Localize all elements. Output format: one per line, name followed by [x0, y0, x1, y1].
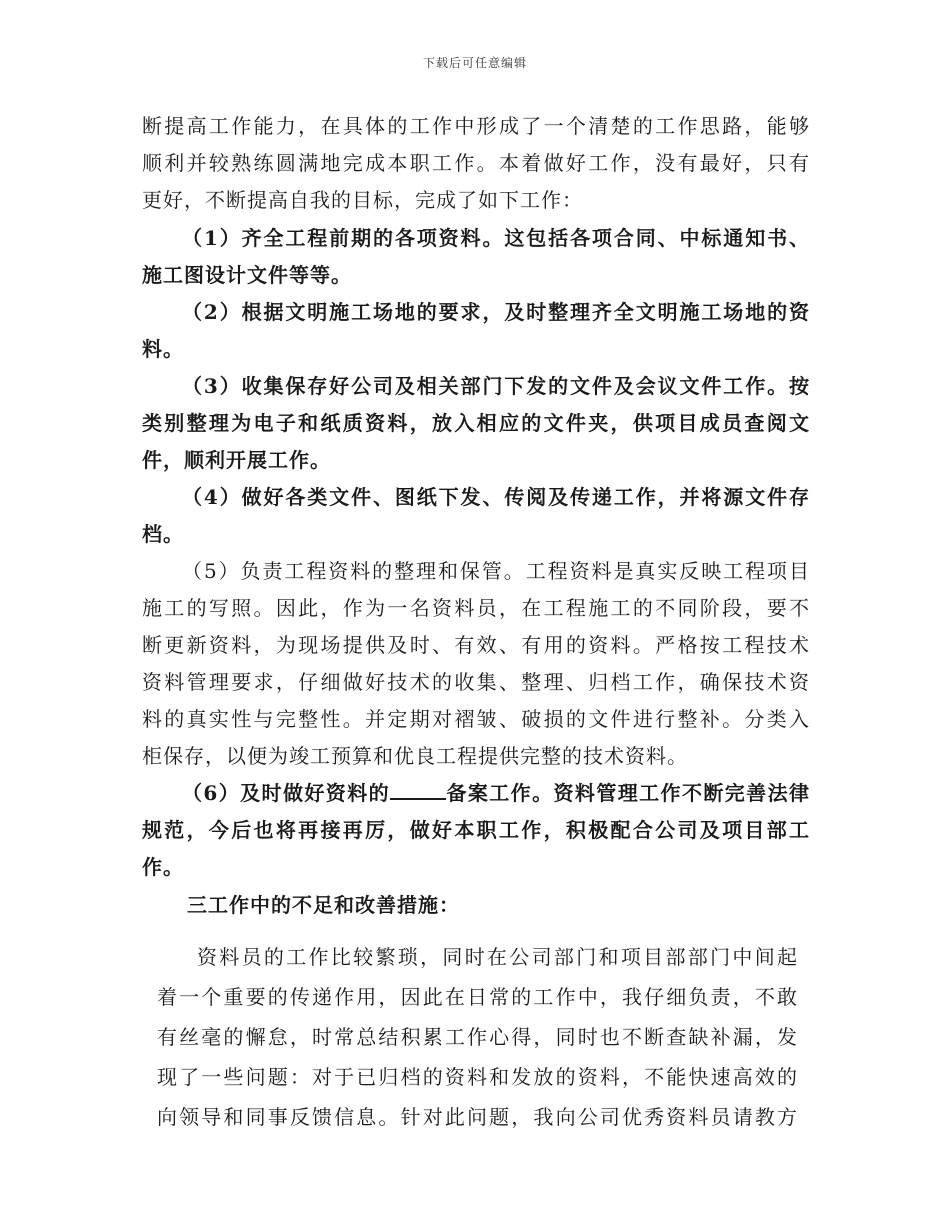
- text-line: 柜保存，以便为竣工预算和优良工程提供完整的技术资料。: [142, 744, 688, 768]
- text-line: 顺利并较熟练圆满地完成本职工作。本着做好工作，没有最好，只有: [142, 151, 810, 175]
- text-line: 件，顺利开展工作。: [142, 448, 331, 472]
- text-line: 作。: [142, 855, 184, 879]
- text-line: 规范，今后也将再接再厉，做好本职工作，积极配合公司及项目部工: [142, 818, 810, 842]
- text-line: 资料员的工作比较繁琐，同时在公司部门和项目部部门中间起: [197, 945, 799, 969]
- text-line: 断提高工作能力，在具体的工作中形成了一个清楚的工作思路，能够: [142, 114, 810, 138]
- blank-underline: [390, 776, 446, 800]
- text-line: 着一个重要的传递作用，因此在日常的工作中，我仔细负责，不敢: [157, 985, 799, 1009]
- text-line: （5）负责工程资料的整理和保管。工程资料是真实反映工程项目: [182, 559, 810, 583]
- page-header: 下载后可任意编辑: [422, 56, 527, 70]
- text-segment: （6）及时做好资料的: [182, 781, 391, 805]
- text-line: 向领导和同事反馈信息。针对此问题，我向公司优秀资料员请教方: [157, 1105, 799, 1129]
- list-item-4: [142, 479, 810, 553]
- text-line: 资料管理要求，仔细做好技术的收集、整理、归档工作，确保技术资: [142, 670, 810, 694]
- text-line: 料的真实性与完整性。并定期对褶皱、破损的文件进行整补。分类入: [142, 707, 810, 731]
- text-line: 档。: [142, 522, 184, 546]
- list-item-3: [142, 368, 810, 479]
- text-line: （3）收集保存好公司及相关部门下发的文件及会议文件工作。按: [182, 374, 810, 398]
- text-line: 现了一些问题：对于已归档的资料和发放的资料，不能快速高效的: [157, 1065, 799, 1089]
- section3-paragraph: [157, 937, 799, 1137]
- text-line: （4）做好各类文件、图纸下发、传阅及传递工作，并将源文件存: [182, 485, 810, 509]
- text-line: 更好，不断提高自我的目标，完成了如下工作：: [142, 188, 583, 212]
- text-line: [142, 775, 810, 812]
- section-heading: 三工作中的不足和改善措施：: [187, 893, 460, 917]
- text-line: （2）根据文明施工场地的要求，及时整理齐全文明施工场地的资: [182, 300, 810, 324]
- text-line: 施工图设计文件等等。: [142, 263, 352, 287]
- text-line: 断更新资料，为现场提供及时、有效、有用的资料。严格按工程技术: [142, 633, 810, 657]
- text-line: 施工的写照。因此，作为一名资料员，在工程施工的不同阶段，要不: [142, 596, 810, 620]
- text-line: 料。: [142, 337, 184, 361]
- list-item-2: [142, 294, 810, 368]
- text-line: 类别整理为电子和纸质资料，放入相应的文件夹，供项目成员查阅文: [142, 411, 810, 435]
- text-line: 有丝毫的懈怠，时常总结积累工作心得，同时也不断查缺补漏，发: [157, 1025, 799, 1049]
- intro-paragraph: [142, 108, 810, 219]
- list-item-5: [142, 553, 810, 775]
- list-item-1: [142, 220, 810, 294]
- text-line: （1）齐全工程前期的各项资料。这包括各项合同、中标通知书、: [182, 226, 810, 250]
- text-segment: 备案工作。资料管理工作不断完善法律: [446, 781, 811, 805]
- list-item-6: [142, 775, 810, 886]
